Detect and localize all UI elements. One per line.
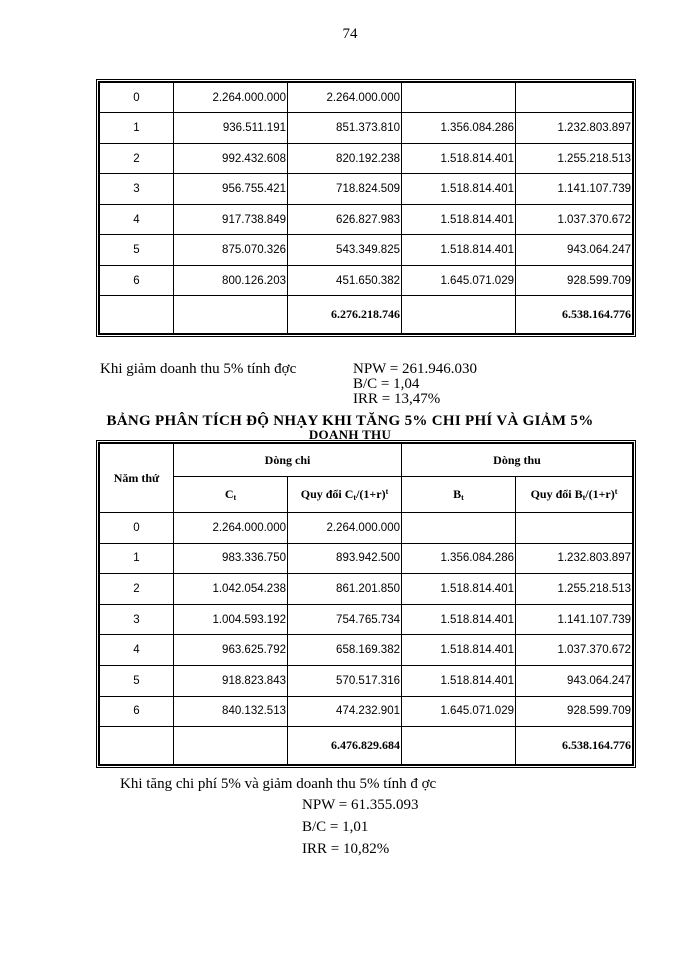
cell-bt: 1.518.814.401 — [402, 235, 516, 265]
cell-ct: 992.432.608 — [174, 143, 288, 173]
cell-ct-discounted: 626.827.983 — [288, 204, 402, 234]
header-cost-group: Dòng chi — [174, 444, 402, 477]
cell-bt: 1.518.814.401 — [402, 204, 516, 234]
total-empty-cell — [100, 727, 174, 765]
cell-ct-discounted: 2.264.000.000 — [288, 513, 402, 544]
cell-ct: 1.004.593.192 — [174, 604, 288, 635]
cell-bt — [402, 513, 516, 544]
cell-year: 6 — [100, 265, 174, 295]
total-row — [100, 727, 633, 765]
cell-bt-discounted: 1.255.218.513 — [516, 143, 633, 173]
cell-bt-discounted: 943.064.247 — [516, 666, 633, 697]
result-1-bc: B/C = 1,04 — [353, 376, 420, 392]
cell-ct: 983.336.750 — [174, 543, 288, 574]
cell-ct-discounted: 851.373.810 — [288, 113, 402, 143]
table-row — [100, 174, 633, 204]
result-1-npw: NPW = 261.946.030 — [353, 361, 478, 377]
cell-ct-discounted: 718.824.509 — [288, 174, 402, 204]
table-2-title-line-1: BẢNG PHÂN TÍCH ĐỘ NHẠY KHI TĂNG 5% CHI PHÍ VÀ GIẢM 5% — [106, 413, 594, 429]
cell-bt: 1.518.814.401 — [402, 666, 516, 697]
cell-year: 5 — [100, 235, 174, 265]
table-row — [100, 696, 633, 727]
cell-ct-discounted: 861.201.850 — [288, 574, 402, 605]
cell-ct: 956.755.421 — [174, 174, 288, 204]
table-row — [100, 543, 633, 574]
cell-ct-discounted: 543.349.825 — [288, 235, 402, 265]
cell-bt-discounted: 943.064.247 — [516, 235, 633, 265]
table-1 — [96, 79, 636, 337]
total-row — [100, 296, 633, 334]
table-row — [100, 604, 633, 635]
cell-bt-discounted: 928.599.709 — [516, 265, 633, 295]
table-row — [100, 666, 633, 697]
total-ct-discounted: 6.276.218.746 — [288, 296, 402, 334]
cell-bt-discounted: 1.141.107.739 — [516, 604, 633, 635]
total-bt-discounted: 6.538.164.776 — [516, 296, 633, 334]
cell-ct-discounted: 451.650.382 — [288, 265, 402, 295]
header-revenue-group: Dòng thu — [402, 444, 633, 477]
cell-year: 3 — [100, 604, 174, 635]
cell-ct: 2.264.000.000 — [174, 83, 288, 113]
table-row — [100, 635, 633, 666]
cell-bt — [402, 83, 516, 113]
cell-bt: 1.518.814.401 — [402, 635, 516, 666]
cell-bt-discounted: 1.141.107.739 — [516, 174, 633, 204]
cell-bt-discounted: 1.232.803.897 — [516, 543, 633, 574]
total-empty-cell — [402, 727, 516, 765]
cell-bt: 1.518.814.401 — [402, 574, 516, 605]
cell-ct-discounted: 658.169.382 — [288, 635, 402, 666]
cell-bt: 1.518.814.401 — [402, 174, 516, 204]
table-row — [100, 513, 633, 544]
cell-bt: 1.645.071.029 — [402, 696, 516, 727]
cell-year: 0 — [100, 513, 174, 544]
cell-year: 5 — [100, 666, 174, 697]
cell-ct: 917.738.849 — [174, 204, 288, 234]
cell-year: 3 — [100, 174, 174, 204]
result-2-npw: NPW = 61.355.093 — [302, 797, 419, 813]
table-2 — [96, 440, 636, 768]
table-row — [100, 204, 633, 234]
total-ct-discounted: 6.476.829.684 — [288, 727, 402, 765]
cell-bt-discounted: 1.037.370.672 — [516, 635, 633, 666]
result-2-bc: B/C = 1,01 — [302, 819, 369, 835]
cell-year: 6 — [100, 696, 174, 727]
cell-ct-discounted: 754.765.734 — [288, 604, 402, 635]
header-ct-discounted: Quy đổi $C_t/(1+r)^t$ — [288, 477, 402, 513]
cell-bt-discounted — [516, 83, 633, 113]
cell-ct-discounted: 820.192.238 — [288, 143, 402, 173]
cell-bt-discounted — [516, 513, 633, 544]
total-empty-cell — [402, 296, 516, 334]
cell-ct: 918.823.843 — [174, 666, 288, 697]
cell-ct: 800.126.203 — [174, 265, 288, 295]
result-2-label: Khi tăng chi phí 5% và giảm doanh thu 5% tính đ ợc — [120, 776, 437, 792]
cell-ct: 840.132.513 — [174, 696, 288, 727]
cell-ct-discounted: 570.517.316 — [288, 666, 402, 697]
total-empty-cell — [100, 296, 174, 334]
header-bt-discounted: Quy đổi $B_t/(1+r)^t$ — [516, 477, 633, 513]
cell-bt: 1.645.071.029 — [402, 265, 516, 295]
cell-year: 2 — [100, 143, 174, 173]
total-empty-cell — [174, 727, 288, 765]
cell-year: 4 — [100, 635, 174, 666]
cell-year: 1 — [100, 543, 174, 574]
result-1-irr: IRR = 13,47% — [353, 391, 441, 407]
result-1-label: Khi giảm doanh thu 5% tính đợc — [100, 361, 297, 377]
cell-bt-discounted: 1.232.803.897 — [516, 113, 633, 143]
cell-ct: 963.625.792 — [174, 635, 288, 666]
cell-year: 1 — [100, 113, 174, 143]
table-row — [100, 83, 633, 113]
cell-ct-discounted: 893.942.500 — [288, 543, 402, 574]
cell-bt: 1.518.814.401 — [402, 143, 516, 173]
cell-bt-discounted: 1.037.370.672 — [516, 204, 633, 234]
total-bt-discounted: 6.538.164.776 — [516, 727, 633, 765]
table-2-title — [0, 414, 700, 442]
header-ct: $C_t$ — [174, 477, 288, 513]
cell-year: 0 — [100, 83, 174, 113]
cell-bt: 1.356.084.286 — [402, 543, 516, 574]
cell-year: 4 — [100, 204, 174, 234]
cell-ct: 2.264.000.000 — [174, 513, 288, 544]
cell-year: 2 — [100, 574, 174, 605]
table-2-title-line-2: DOANH THU — [308, 427, 392, 442]
table-row — [100, 574, 633, 605]
header-year: Năm thứ — [100, 444, 174, 513]
header-bt: $B_t$ — [402, 477, 516, 513]
cell-ct: 936.511.191 — [174, 113, 288, 143]
cell-bt-discounted: 1.255.218.513 — [516, 574, 633, 605]
table-row — [100, 265, 633, 295]
table-row — [100, 113, 633, 143]
cell-ct: 875.070.326 — [174, 235, 288, 265]
table-row — [100, 143, 633, 173]
total-empty-cell — [174, 296, 288, 334]
cell-ct-discounted: 474.232.901 — [288, 696, 402, 727]
cell-ct: 1.042.054.238 — [174, 574, 288, 605]
table-row — [100, 235, 633, 265]
page-number: 74 — [342, 26, 358, 42]
result-2-irr: IRR = 10,82% — [302, 841, 390, 857]
cell-bt: 1.518.814.401 — [402, 604, 516, 635]
cell-bt: 1.356.084.286 — [402, 113, 516, 143]
cell-ct-discounted: 2.264.000.000 — [288, 83, 402, 113]
cell-bt-discounted: 928.599.709 — [516, 696, 633, 727]
